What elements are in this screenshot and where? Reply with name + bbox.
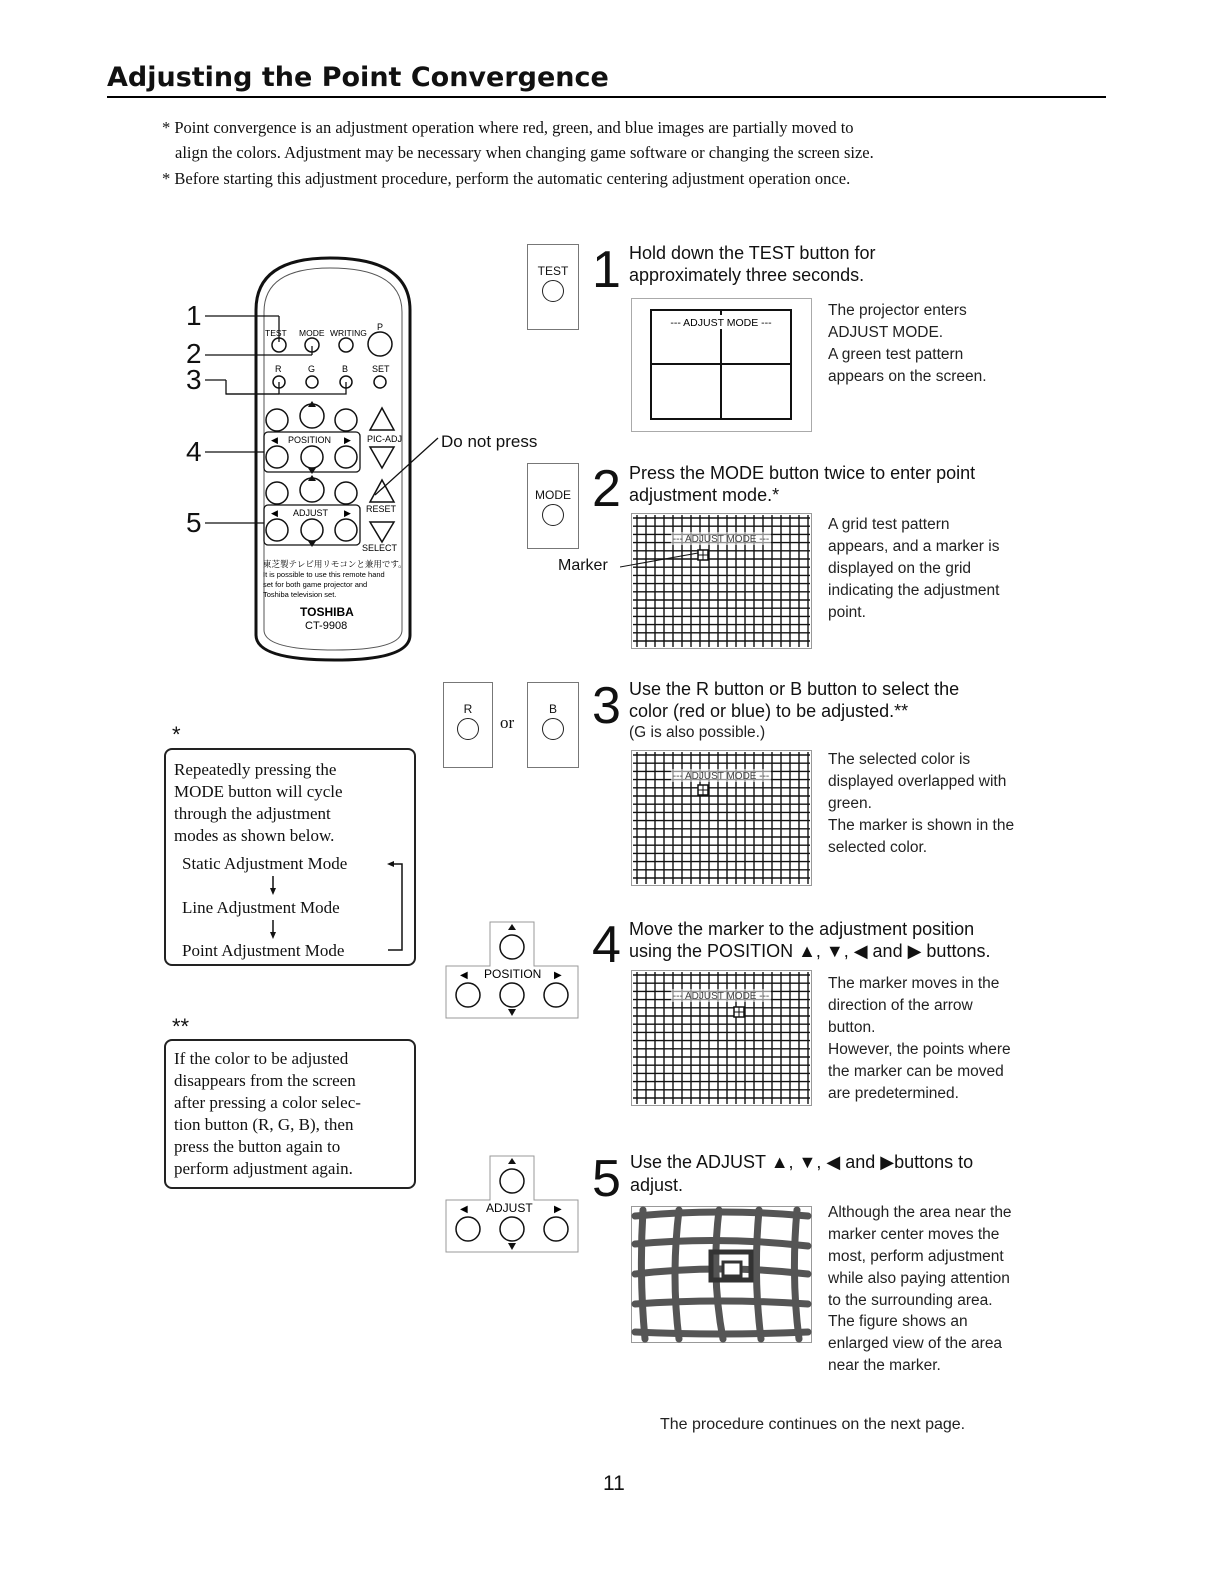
remote-label-select: SELECT (362, 543, 398, 553)
step-3-desc-1: The selected color is (828, 751, 971, 768)
note-1-line-4: modes as shown below. (174, 826, 335, 845)
step-2-desc-4: indicating the adjustment (828, 582, 1000, 599)
mode-point: Point Adjustment Mode (182, 941, 345, 960)
marker-pointer-line (620, 545, 710, 575)
step-3-desc-4: The marker is shown in the (828, 817, 1015, 834)
grid-screen-step2 (631, 513, 812, 649)
step-2-heading-2: adjustment mode.* (629, 485, 780, 505)
r-button-icon (457, 718, 479, 740)
step-2-desc-1: A grid test pattern (828, 516, 950, 533)
svg-text:◀: ◀ (460, 1204, 468, 1215)
step-5-desc-7: enlarged view of the area (828, 1335, 1003, 1352)
b-button-label: B (548, 702, 557, 716)
note-2-line-5: press the button again to (174, 1137, 341, 1156)
remote-label-test: TEST (265, 328, 287, 338)
grid-banner-step4: --- ADJUST MODE --- (672, 991, 770, 1002)
remote-label-position: POSITION (288, 435, 332, 445)
remote-control-illustration (160, 250, 580, 670)
remote-japanese-text: 東芝製テレビ用リモコンと兼用です。 (263, 559, 407, 569)
step-1-desc-1: The projector enters (828, 302, 967, 319)
step-3-desc-2: displayed overlapped with (828, 773, 1007, 790)
step-1-desc-3: A green test pattern (828, 346, 964, 363)
step-2-desc-3: displayed on the grid (828, 560, 972, 577)
remote-compat-line-3: Toshiba television set. (263, 590, 337, 599)
step-3-heading-2: color (red or blue) to be adjusted.** (629, 701, 909, 721)
note-1-marker: * (172, 722, 181, 747)
step-2-desc-2: appears, and a marker is (828, 538, 1000, 555)
remote-callout-1: 1 (186, 300, 202, 331)
note-1-line-2: MODE button will cycle (174, 782, 343, 801)
r-button-box[interactable] (443, 682, 493, 768)
step-4-number: 4 (592, 916, 621, 974)
step-5-desc-3: most, perform adjustment (828, 1248, 1004, 1265)
or-label: or (500, 713, 515, 732)
step-5-desc-6: The figure shows an (828, 1313, 968, 1330)
color-note (164, 1039, 416, 1189)
svg-text:◀: ◀ (271, 435, 278, 445)
step-4-heading-2: using the POSITION ▲, ▼, ◀ and ▶ buttons. (629, 941, 991, 961)
step-1-desc-2: ADJUST MODE. (828, 324, 944, 341)
step-1-heading-1: Hold down the TEST button for (629, 243, 876, 263)
step-3-desc-3: green. (828, 795, 872, 812)
remote-label-r: R (275, 364, 282, 374)
adjust-label: ADJUST (486, 1201, 533, 1215)
step-4-desc-3: button. (828, 1019, 876, 1036)
enlarged-marker-inner (723, 1262, 741, 1276)
remote-label-g: G (308, 364, 316, 374)
svg-text:◀: ◀ (271, 508, 278, 518)
mode-line: Line Adjustment Mode (182, 898, 340, 917)
continued-note: The procedure continues on the next page. (660, 1416, 966, 1433)
note-1-line-1: Repeatedly pressing the (174, 760, 337, 779)
grid-screen-step3 (631, 750, 812, 886)
step-5-heading-1: Use the ADJUST ▲, ▼, ◀ and ▶buttons to (630, 1152, 974, 1172)
step-5-desc-5: to the surrounding area. (828, 1292, 993, 1309)
step-4-desc-5: the marker can be moved (828, 1063, 1004, 1080)
remote-callout-2: 2 (186, 338, 202, 369)
svg-text:▶: ▶ (554, 1204, 562, 1215)
mode-button-box[interactable] (527, 463, 579, 549)
test-button-label: TEST (537, 264, 569, 278)
position-label: POSITION (484, 967, 542, 981)
intro-line-3: * Before starting this adjustment procedure, perform the automatic centering adjustment operation once. (162, 169, 851, 188)
intro-line-2: align the colors. Adjustment may be necessary when changing game software or changing the screen size. (175, 143, 874, 162)
mode-button-label: MODE (535, 488, 571, 502)
test-button-box[interactable] (527, 244, 579, 330)
note-2-line-3: after pressing a color selec- (174, 1093, 361, 1112)
step-5-desc-2: marker center moves the (828, 1226, 1000, 1243)
grid-screen-step4 (631, 970, 812, 1106)
remote-label-reset: RESET (366, 504, 397, 514)
remote-label-writing: WRITING (330, 328, 367, 338)
step-4-desc-2: direction of the arrow (828, 997, 973, 1014)
step-4-desc-4: However, the points where (828, 1041, 1011, 1058)
remote-label-b: B (342, 364, 349, 374)
remote-label-p: P (377, 322, 384, 332)
adjust-buttons-illustration[interactable] (444, 1154, 580, 1254)
remote-callout-4: 4 (186, 436, 202, 467)
b-button-box[interactable] (527, 682, 579, 768)
note-1-line-3: through the adjustment (174, 804, 331, 823)
test-button-icon (542, 280, 564, 302)
step-1-desc-4: appears on the screen. (828, 368, 987, 385)
step-1-heading-2: approximately three seconds. (629, 265, 865, 285)
step-3-number: 3 (592, 677, 621, 735)
position-buttons-illustration[interactable] (444, 920, 580, 1020)
remote-label-pic-adj: PIC-ADJ (367, 434, 403, 444)
step-5-desc-8: near the marker. (828, 1357, 941, 1374)
remote-callout-3: 3 (186, 364, 202, 395)
step-5-number: 5 (592, 1150, 621, 1208)
step-5-desc-1: Although the area near the (828, 1204, 1012, 1221)
grid-banner-step2: --- ADJUST MODE --- (672, 534, 770, 545)
remote-label-set: SET (372, 364, 390, 374)
remote-label-adjust: ADJUST (293, 508, 329, 518)
mode-cycle-note (164, 748, 416, 966)
remote-model: CT-9908 (305, 620, 348, 632)
page-number: 11 (603, 1472, 625, 1495)
step-2-number: 2 (592, 460, 621, 518)
svg-text:▶: ▶ (554, 970, 562, 981)
step-5-desc-4: while also paying attention (828, 1270, 1010, 1287)
title-rule (107, 96, 1106, 98)
remote-compat-line-1: It is possible to use this remote hand (263, 570, 385, 579)
grid-banner-step3: --- ADJUST MODE --- (672, 771, 770, 782)
do-not-press-label: Do not press (441, 432, 538, 451)
note-2-line-4: tion button (R, G, B), then (174, 1115, 354, 1134)
b-button-icon (542, 718, 564, 740)
step-4-desc-6: are predetermined. (828, 1085, 959, 1102)
remote-label-mode: MODE (299, 328, 325, 338)
step-2-desc-5: point. (828, 604, 866, 621)
step-3-sub: (G is also possible.) (629, 724, 766, 741)
remote-brand: TOSHIBA (300, 605, 354, 619)
enlarged-marker-view (631, 1206, 812, 1343)
note-2-line-6: perform adjustment again. (174, 1159, 353, 1178)
step-4-heading-1: Move the marker to the adjustment position (629, 919, 975, 939)
intro-line-1: * Point convergence is an adjustment operation where red, green, and blue images are partially moved to (162, 118, 854, 137)
marker-label: Marker (558, 557, 608, 574)
mode-cycle-arrows (166, 750, 414, 964)
note-2-line-1: If the color to be adjusted (174, 1049, 349, 1068)
note-2-marker: ** (172, 1014, 190, 1039)
page-title: Adjusting the Point Convergence (107, 62, 609, 93)
step-4-desc-1: The marker moves in the (828, 975, 1000, 992)
remote-compat-line-2: set for both game projector and (263, 580, 368, 589)
svg-text:▶: ▶ (344, 508, 351, 518)
note-2-line-2: disappears from the screen (174, 1071, 356, 1090)
remote-callout-5: 5 (186, 507, 202, 538)
step-5-heading-2: adjust. (630, 1175, 684, 1195)
svg-text:◀: ◀ (460, 970, 468, 981)
step-2-heading-1: Press the MODE button twice to enter point (629, 463, 976, 483)
adjust-mode-banner: --- ADJUST MODE --- (670, 317, 772, 329)
adjust-mode-screen (631, 298, 812, 432)
mode-static: Static Adjustment Mode (182, 854, 348, 873)
step-1-number: 1 (592, 241, 621, 299)
r-button-label: R (463, 702, 473, 716)
step-3-heading-1: Use the R button or B button to select the (629, 679, 960, 699)
mode-button-icon (542, 504, 564, 526)
step-3-desc-5: selected color. (828, 839, 928, 856)
svg-text:▶: ▶ (344, 435, 351, 445)
